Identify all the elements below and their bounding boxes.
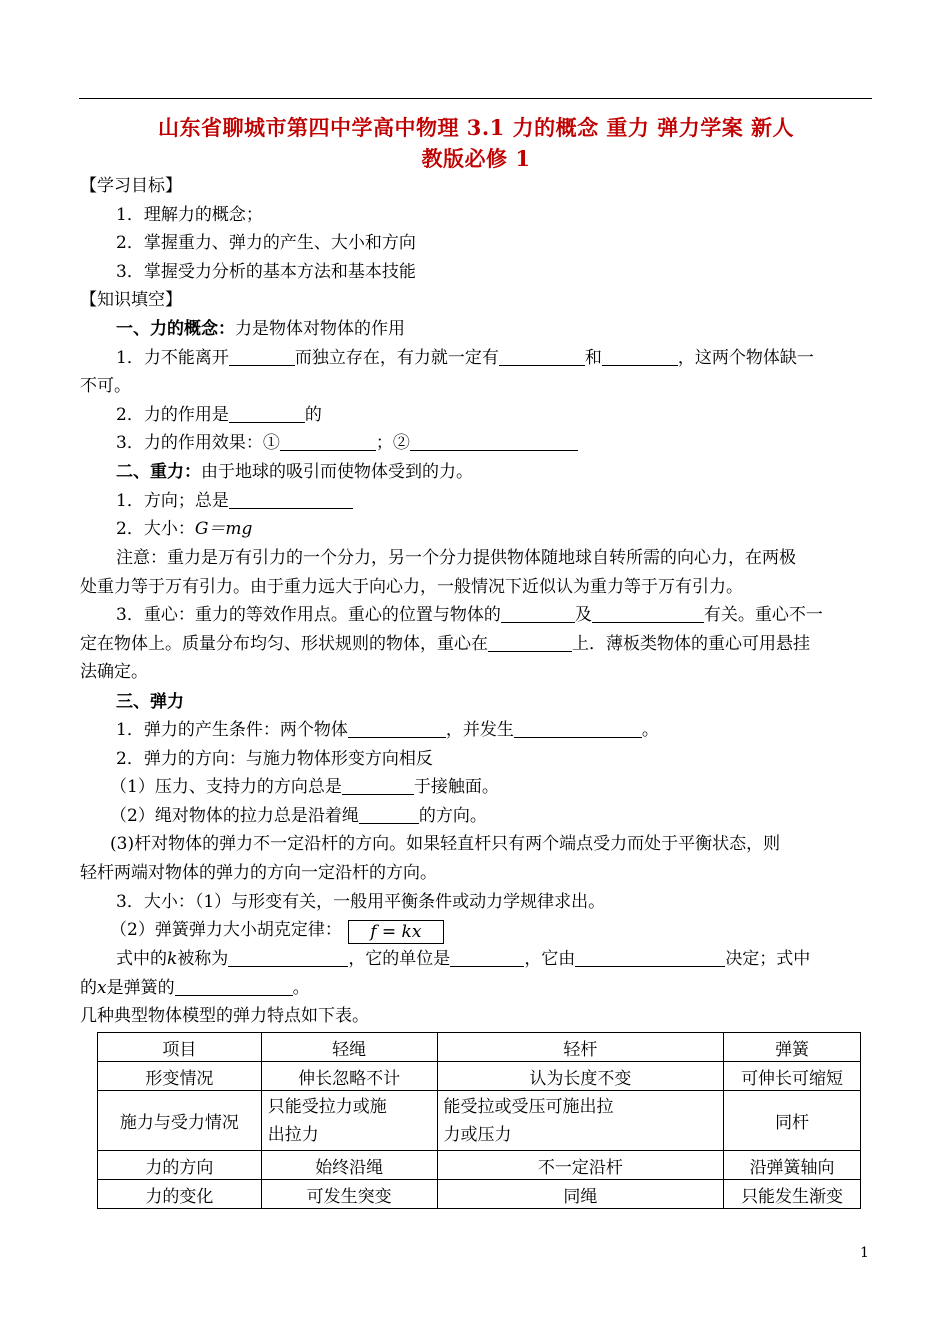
text: （2）绳对物体的拉力总是沿着绳: [110, 806, 359, 826]
table-row: [98, 1151, 861, 1180]
text: 于接触面。: [413, 777, 499, 797]
center-of-gravity-3: 法确定。: [80, 662, 148, 682]
cell-line: 出拉力: [267, 1124, 319, 1145]
x-description: [80, 974, 310, 1002]
text: 1．方向；总是: [116, 491, 229, 511]
cell-line: 能受拉或受压可施出拉: [443, 1096, 614, 1117]
blank: [229, 488, 353, 509]
table-cell: 力的方向: [98, 1151, 262, 1180]
text: 的方向。: [418, 806, 487, 826]
table-cell: 始终沿绳: [261, 1151, 437, 1180]
blank: [501, 602, 575, 623]
text: （2）弹簧弹力大小胡克定律：: [110, 920, 342, 940]
table-cell: 沿弹簧轴向: [724, 1151, 861, 1180]
text: 决定；式中: [725, 949, 811, 969]
text: 有关。重心不一: [703, 605, 823, 625]
table-cell: [437, 1091, 724, 1151]
center-of-gravity-2: [80, 630, 810, 658]
elastic-p1: [110, 773, 499, 801]
text: 2．力的作用是: [116, 405, 229, 425]
table-header-cell: 项目: [98, 1033, 262, 1062]
goal-3: 3．掌握受力分析的基本方法和基本技能: [116, 262, 416, 282]
blank: [575, 946, 725, 967]
text: ，它的单位是: [348, 949, 451, 969]
blank: [499, 345, 585, 366]
table-row: [98, 1062, 861, 1091]
gravity-heading-bold: 二、重力：: [116, 462, 201, 482]
blank: [348, 717, 446, 738]
gravity-size: [116, 515, 252, 543]
force-heading-rest: 力是物体对物体的作用: [235, 319, 405, 339]
table-header-cell: 轻杆: [437, 1033, 724, 1062]
title-line-1: 山东省聊城市第四中学高中物理 3.1 力的概念 重力 弹力学案 新人: [157, 115, 795, 140]
blank: [228, 946, 348, 967]
text: 被称为: [177, 949, 229, 969]
table-cell: 同杆: [724, 1091, 861, 1151]
table-cell: 施力与受力情况: [98, 1091, 262, 1151]
elastic-heading: 三、弹力: [116, 692, 184, 712]
blank: [229, 402, 305, 423]
table-cell: 只能发生渐变: [724, 1180, 861, 1209]
table-cell: 可发生突变: [261, 1180, 437, 1209]
table-header-cell: 弹簧: [724, 1033, 861, 1062]
gravity-note-1: 注意：重力是万有引力的一个分力，另一个分力提供物体随地球自转所需的向心力，在两极: [116, 548, 796, 568]
table-row: [98, 1091, 861, 1151]
text: 3．力的作用效果：①: [116, 433, 280, 453]
blank: [359, 803, 419, 824]
gravity-heading: [116, 458, 473, 486]
text: 是弹簧的: [106, 978, 175, 998]
table-header-cell: 轻绳: [261, 1033, 437, 1062]
text: 3．重心：重力的等效作用点。重心的位置与物体的: [116, 605, 501, 625]
title-line-2: 教版必修 1: [421, 146, 531, 171]
hooke-law: [110, 916, 444, 944]
text: 。: [641, 720, 659, 740]
page-number: 1: [860, 1245, 869, 1261]
blank: [175, 975, 293, 996]
blank: [229, 345, 295, 366]
table-intro: 几种典型物体模型的弹力特点如下表。: [80, 1006, 369, 1026]
blank: [450, 946, 524, 967]
blank: [602, 345, 678, 366]
text: 1．力不能离开: [116, 348, 229, 368]
goal-1: 1．理解力的概念；: [116, 205, 263, 225]
elastic-p2: [110, 802, 487, 830]
text: 的: [304, 405, 322, 425]
text: 2．大小：: [116, 519, 195, 539]
text: 定在物体上。质量分布均匀、形状规则的物体，重心在: [80, 634, 488, 654]
force-heading: [116, 315, 405, 343]
cell-line: 力或压力: [443, 1124, 512, 1145]
force-q2: [116, 401, 322, 429]
goals-header: 【学习目标】: [80, 176, 182, 196]
force-q1: [116, 344, 814, 372]
elastic-direction: 2．弹力的方向：与施力物体形变方向相反: [116, 749, 433, 769]
force-q1-cont: 不可。: [80, 376, 131, 396]
elastic-condition: [116, 716, 659, 744]
text: 上．薄板类物体的重心可用悬挂: [572, 634, 810, 654]
force-q3: [116, 429, 578, 457]
force-heading-bold: 一、力的概念：: [116, 319, 235, 339]
goal-2: 2．掌握重力、弹力的产生、大小和方向: [116, 233, 416, 253]
document-title: [80, 112, 872, 174]
table-cell: 力的变化: [98, 1180, 262, 1209]
text: ；②: [375, 433, 410, 453]
hooke-formula: f = kx: [348, 920, 444, 944]
x-variable: x: [97, 978, 107, 998]
fill-header: 【知识填空】: [80, 290, 182, 310]
text: 的: [80, 978, 97, 998]
text: （1）压力、支持力的方向总是: [110, 777, 342, 797]
table-cell: [261, 1091, 437, 1151]
text: 及: [574, 605, 592, 625]
table-cell: 形变情况: [98, 1062, 262, 1091]
text: 1．弹力的产生条件：两个物体: [116, 720, 348, 740]
blank: [280, 430, 376, 451]
table-cell: 认为长度不变: [437, 1062, 724, 1091]
text: ，这两个物体缺一: [677, 348, 814, 368]
table-cell: 伸长忽略不计: [261, 1062, 437, 1091]
blank: [488, 631, 572, 652]
gravity-heading-rest: 由于地球的吸引而使物体受到的力。: [201, 462, 473, 482]
text: 和: [584, 348, 602, 368]
elastic-p3-2: 轻杆两端对物体的弹力的方向一定沿杆的方向。: [80, 863, 437, 883]
gravity-formula: G＝mg: [194, 519, 253, 539]
table-cell: 可伸长可缩短: [724, 1062, 861, 1091]
gravity-note-2: 处重力等于万有引力。由于重力远大于向心力，一般情况下近似认为重力等于万有引力。: [80, 577, 743, 597]
blank: [410, 430, 578, 451]
blank: [592, 602, 704, 623]
text: 。: [292, 978, 310, 998]
elastic-size: 3．大小：（1）与形变有关，一般用平衡条件或动力学规律求出。: [116, 892, 606, 912]
blank: [514, 717, 642, 738]
k-variable: k: [167, 949, 178, 969]
table-header-row: [98, 1033, 861, 1062]
text: 式中的: [116, 949, 167, 969]
elastic-model-table: [97, 1032, 861, 1209]
text: ，它由: [524, 949, 576, 969]
table-cell: 不一定沿杆: [437, 1151, 724, 1180]
gravity-direction: [116, 487, 353, 515]
elastic-p3-1: (3)杆对物体的弹力不一定沿杆的方向。如果轻直杆只有两个端点受力而处于平衡状态，则: [110, 834, 781, 854]
text: 而独立存在，有力就一定有: [294, 348, 499, 368]
table-cell: 同绳: [437, 1180, 724, 1209]
header-rule: [79, 98, 872, 99]
table-row: [98, 1180, 861, 1209]
cell-line: 只能受拉力或施: [267, 1096, 387, 1117]
k-description: [116, 945, 810, 973]
text: ，并发生: [445, 720, 514, 740]
center-of-gravity-1: [116, 601, 823, 629]
blank: [342, 774, 414, 795]
